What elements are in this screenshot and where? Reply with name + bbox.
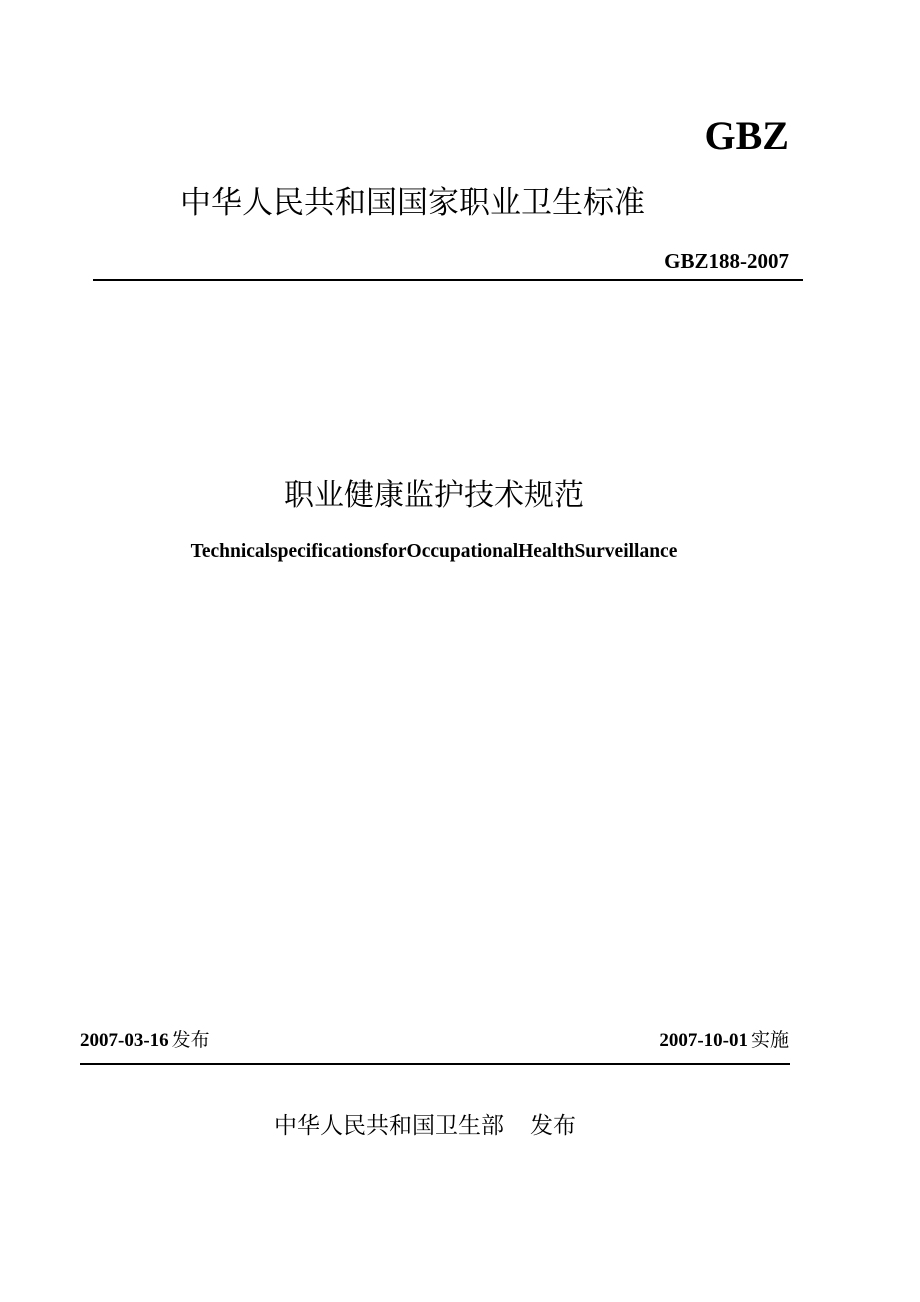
issue-label: 发布 [171, 1029, 210, 1051]
bottom-divider [80, 1063, 790, 1065]
document-title: 职业健康监护技术规范 [284, 478, 584, 513]
standard-category: 中华人民共和国国家职业卫生标准 [180, 185, 645, 221]
publisher-action: 发布 [530, 1113, 576, 1139]
publisher-name: 中华人民共和国卫生部 [274, 1113, 504, 1139]
top-divider [93, 279, 803, 281]
effective-label: 实施 [750, 1029, 789, 1051]
standard-number: GBZ188-2007 [664, 249, 789, 273]
issue-date: 2007-03-16 [80, 1030, 169, 1051]
publisher-line [274, 1108, 576, 1144]
document-title-english: TechnicalspecificationsforOccupationalHealthSurveillance [190, 541, 678, 562]
gbz-mark: GBZ [704, 113, 789, 158]
issue-date-block [80, 1026, 210, 1055]
effective-date: 2007-10-01 [659, 1030, 748, 1051]
effective-date-block [659, 1026, 789, 1055]
